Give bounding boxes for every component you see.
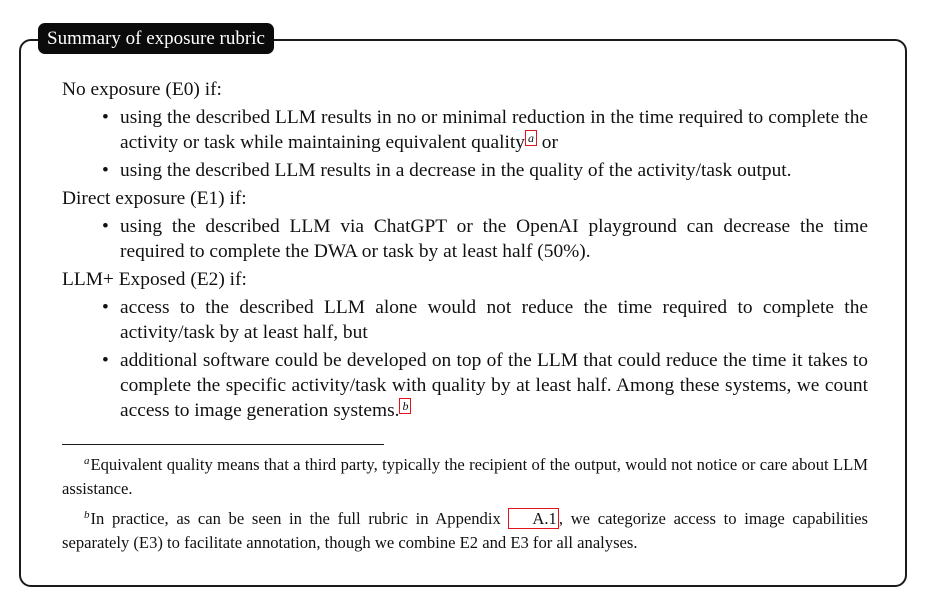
footnote-mark: a <box>84 455 90 467</box>
bullet-item <box>62 105 868 155</box>
category-heading-e1: Direct exposure (E1) if: <box>62 188 247 209</box>
item-text-suffix: or <box>536 132 558 153</box>
footnote-ref-b-link[interactable]: b <box>399 398 411 414</box>
footnote-b <box>62 503 868 555</box>
bullet-item <box>62 348 868 423</box>
footnote-text: Equivalent quality means that a third party, typically the recipient of the output, would not notice or care about LLM assistance. <box>62 455 868 498</box>
footnote-text-suffix: , we categorize access to image capabilities separately (E3) to facilitate annotation, though we combine E2 and E3 for all analyses. <box>62 509 868 552</box>
bullet-icon: • <box>102 160 109 181</box>
bullet-item <box>62 295 868 345</box>
footnote-divider <box>62 444 384 445</box>
footnote-mark: b <box>84 509 90 521</box>
bullet-item <box>62 214 868 264</box>
footnote-ref-a-link[interactable]: a <box>525 130 537 146</box>
footnote-a <box>62 449 868 501</box>
box-title: Summary of exposure rubric <box>38 23 274 54</box>
appendix-link[interactable]: A.1 <box>508 508 558 529</box>
bullet-icon: • <box>102 216 109 237</box>
category-heading-e0: No exposure (E0) if: <box>62 79 222 100</box>
item-text: additional software could be developed on top of the LLM that could reduce the time it takes to complete the specific activity/task with quality by at least half. Among these systems, we count access to image generation systems. <box>120 350 868 421</box>
footnotes <box>62 449 868 557</box>
item-text: using the described LLM via ChatGPT or the OpenAI playground can decrease the time required to complete the DWA or task by at least half (50%). <box>120 216 868 262</box>
item-text: using the described LLM results in no or minimal reduction in the time required to complete the activity or task while maintaining equivalent quality <box>120 107 868 153</box>
category-heading-e2: LLM+ Exposed (E2) if: <box>62 269 247 290</box>
bullet-icon: • <box>102 107 109 128</box>
bullet-icon: • <box>102 297 109 318</box>
rubric-content <box>62 77 868 426</box>
item-text: using the described LLM results in a decrease in the quality of the activity/task output. <box>120 160 792 181</box>
footnote-text: In practice, as can be seen in the full rubric in Appendix <box>90 509 509 528</box>
bullet-icon: • <box>102 350 109 371</box>
bullet-item <box>62 158 868 183</box>
item-text: access to the described LLM alone would not reduce the time required to complete the activity/task by at least half, but <box>120 297 868 343</box>
